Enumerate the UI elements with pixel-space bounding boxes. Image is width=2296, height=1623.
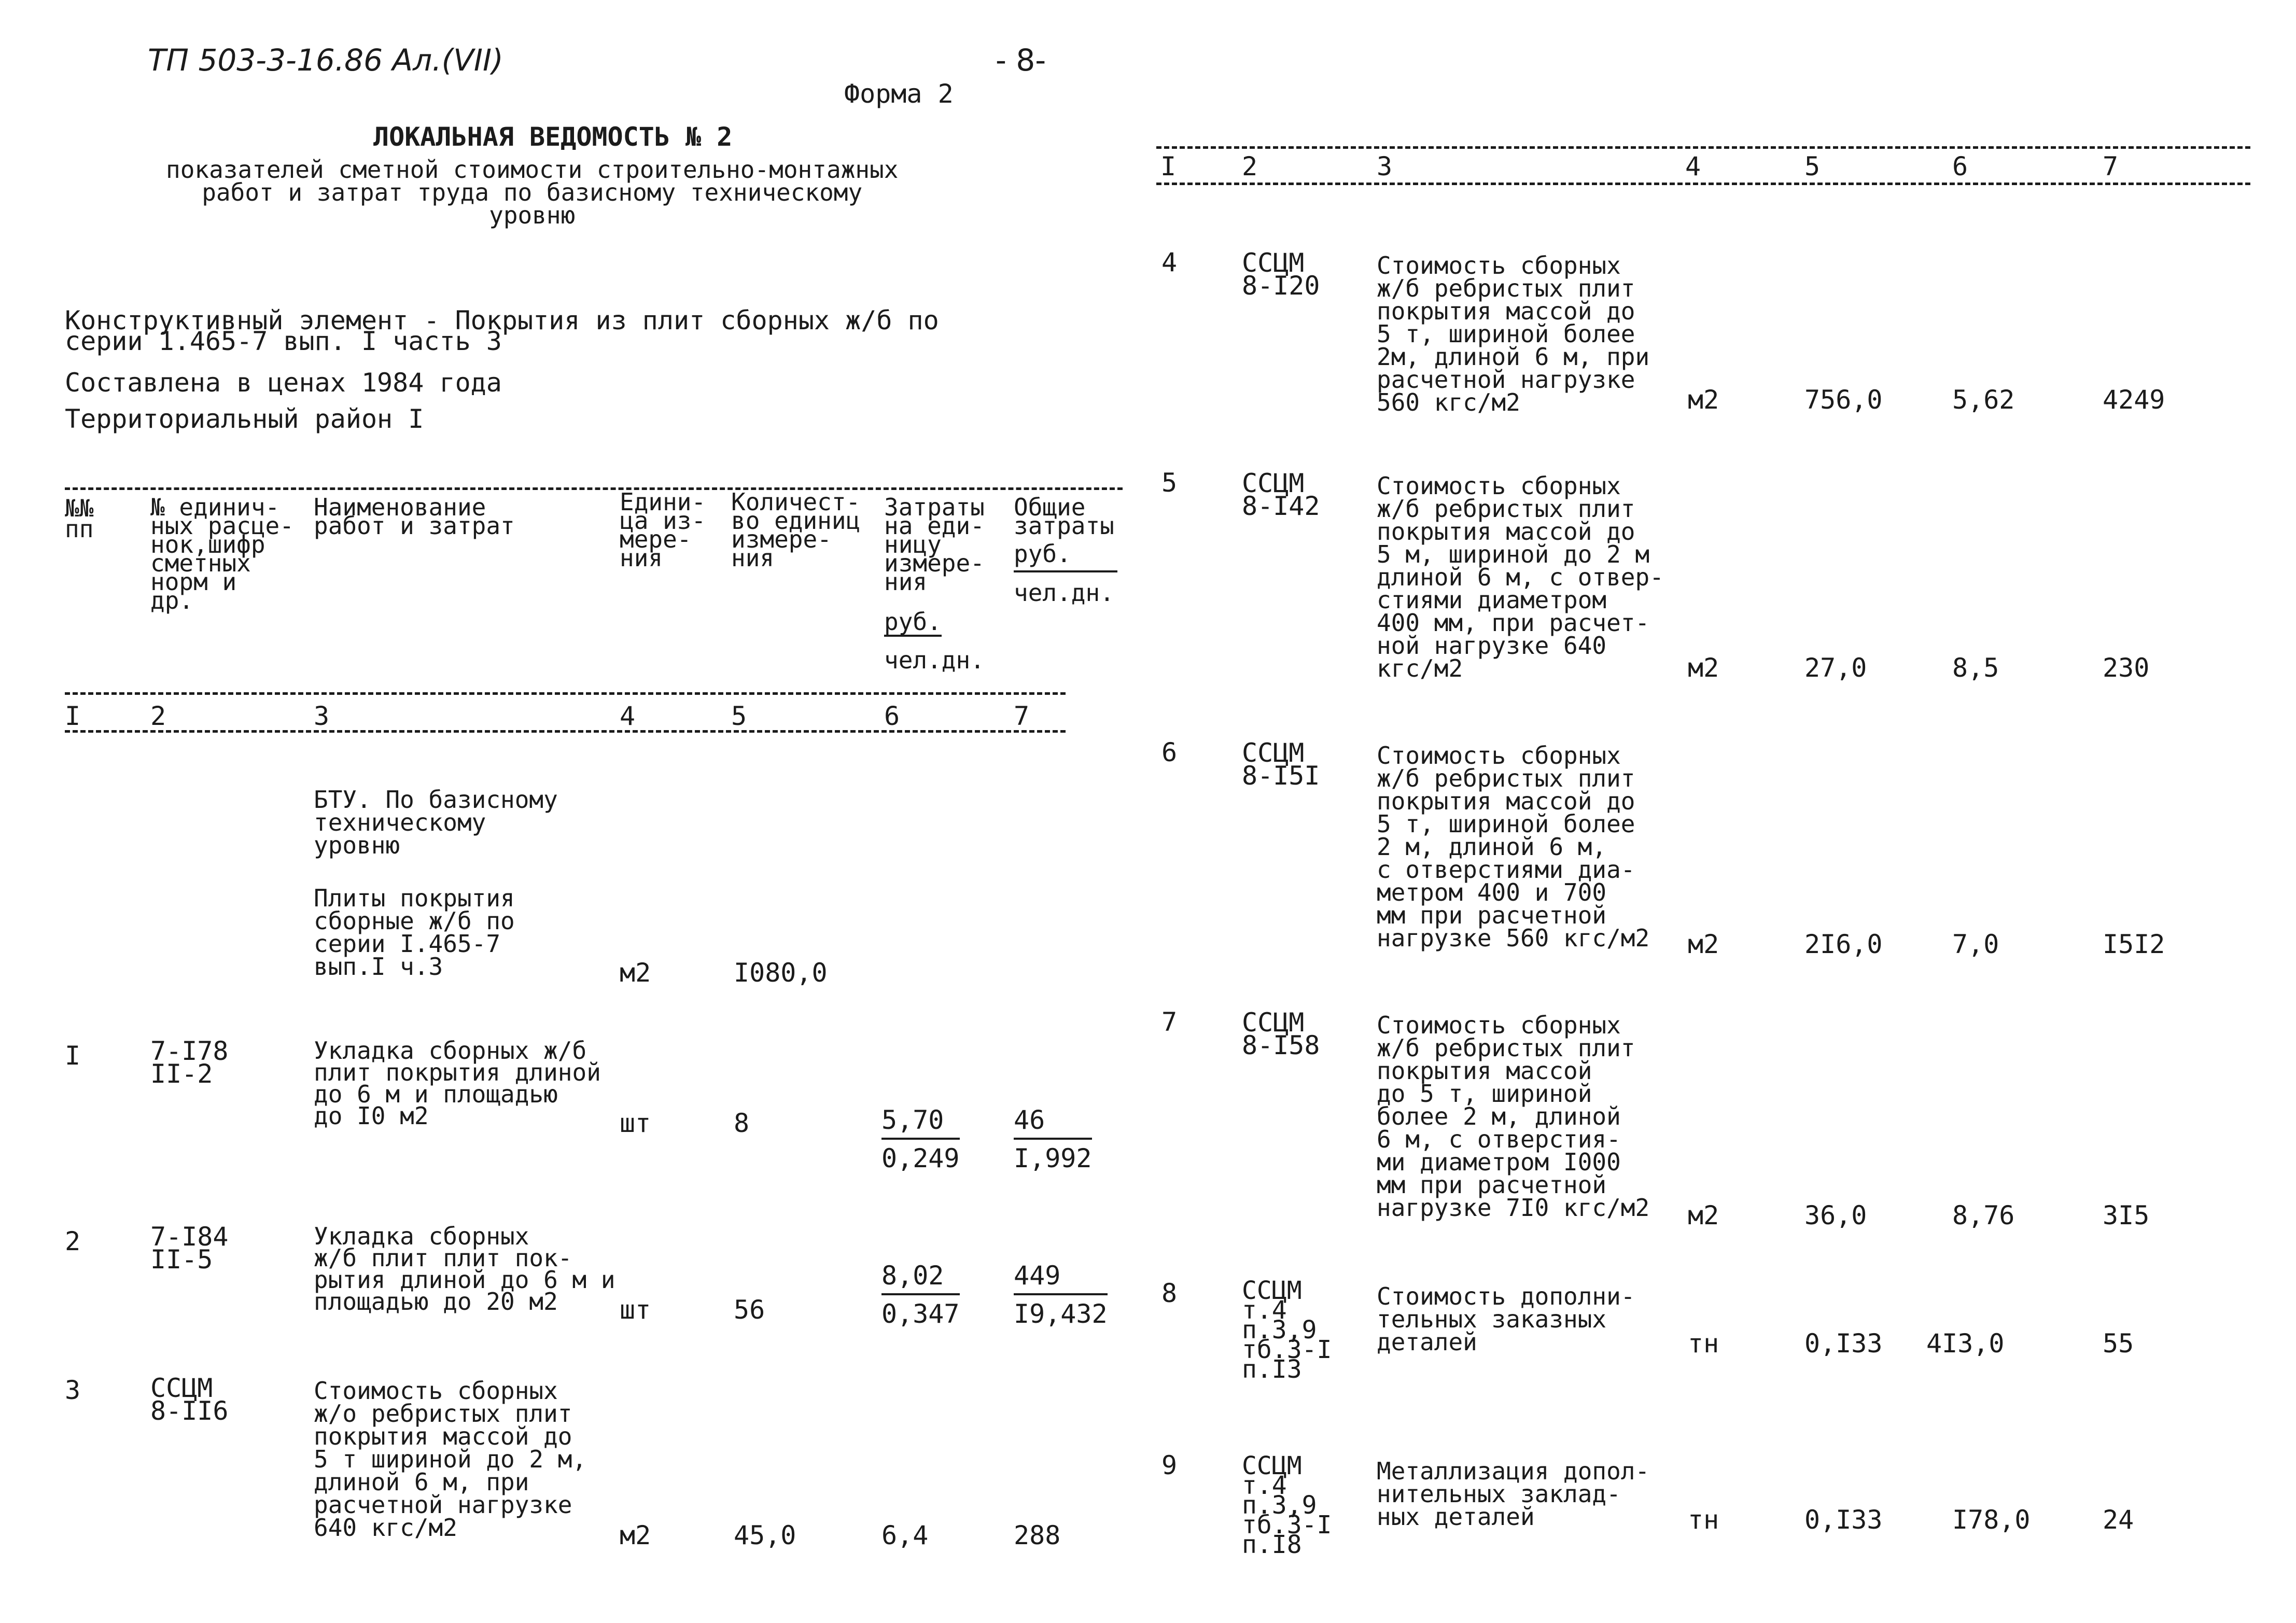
row-6-unit: м2 — [1688, 929, 1719, 959]
row-4-total: 4249 — [2103, 385, 2165, 415]
col-header-3: Наименование работ и затрат — [314, 493, 515, 540]
row-2-cost-man-days: 0,347 — [881, 1299, 960, 1329]
row-8-quantity: 0,I33 — [1804, 1328, 1883, 1359]
row-5-total: 230 — [2103, 653, 2150, 683]
row-1-total — [1014, 1104, 1092, 1174]
right-column-number-2: 2 — [1242, 151, 1258, 181]
territory: Территориальный район I — [65, 404, 424, 434]
right-column-number-5: 5 — [1804, 151, 1821, 181]
col-header-6-unit-md: чел.дн. — [884, 646, 985, 674]
column-numbers-bottom-rule — [65, 730, 1066, 733]
column-number-2: 2 — [150, 701, 166, 731]
row-3-cost: 6,4 — [881, 1520, 929, 1550]
row-2-cost-rub: 8,02 — [881, 1260, 960, 1295]
row-1-total-man-days: I,992 — [1014, 1143, 1092, 1173]
row-4-name: Стоимость сборных ж/б ребристых плит покрытия массой до 5 т, шириной более 2м, длиной 6 м, при расчетной нагрузке 560 кгс/м2 — [1377, 251, 1650, 416]
row-6-quantity: 2I6,0 — [1804, 929, 1883, 959]
row-5-name: Стоимость сборных ж/б ребристых плит покрытия массой до 5 м, шириной до 2 м длиной 6 м, с отвер- стиями диаметром 400 мм, при расчет- ной нагрузке 640 кгс/м2 — [1377, 472, 1664, 682]
right-column-number-3: 3 — [1377, 151, 1393, 181]
column-number-6: 6 — [884, 701, 900, 731]
row-7-name: Стоимость сборных ж/б ребристых плит покрытия массой до 5 т, шириной более 2 м, длиной 6 м, с отверстия- ми диаметром I000 мм при расчетной нагрузке 7I0 кгс/м2 — [1377, 1011, 1650, 1222]
col-header-7: Общие затраты — [1014, 493, 1114, 540]
row-1-code: 7-I78 II-2 — [150, 1036, 229, 1089]
right-column-number-1: I — [1160, 151, 1177, 181]
btu-heading: БТУ. По базисному техническому уровню — [314, 786, 558, 859]
form-label: Форма 2 — [844, 79, 954, 109]
row-9-quantity: 0,I33 — [1804, 1505, 1883, 1535]
row-7-unit: м2 — [1688, 1200, 1719, 1230]
row-8-total: 55 — [2103, 1328, 2134, 1359]
col-header-6-unit-rub: руб. — [884, 608, 942, 636]
row-9-total: 24 — [2103, 1505, 2134, 1535]
row-7-quantity: 36,0 — [1804, 1200, 1867, 1230]
row-2-number: 2 — [65, 1226, 81, 1256]
row-1-unit: шт — [620, 1108, 651, 1138]
plates-quantity: I080,0 — [734, 958, 828, 988]
col-header-6: Затраты на еди- ницу измере- ния — [884, 493, 985, 596]
row-8-name: Стоимость дополни- тельных заказных деталей — [1377, 1282, 1635, 1356]
row-6-total: I5I2 — [2103, 929, 2165, 959]
row-9-unit: тн — [1688, 1505, 1719, 1535]
page-code: ТП 503-3-16.86 Ал.(VII) — [148, 43, 503, 78]
row-6-cost: 7,0 — [1952, 929, 1999, 959]
row-7-number: 7 — [1161, 1007, 1178, 1037]
row-4-cost: 5,62 — [1952, 385, 2015, 415]
row-8-number: 8 — [1161, 1278, 1178, 1308]
plates-name: Плиты покрытия сборные ж/б по серии I.465-7 вып.I ч.3 — [314, 884, 515, 981]
row-2-unit: шт — [620, 1295, 651, 1325]
col-header-7-unit-md: чел.дн. — [1014, 579, 1114, 607]
row-5-quantity: 27,0 — [1804, 653, 1867, 683]
prices-year: Составлена в ценах 1984 года — [65, 368, 502, 398]
column-number-1: I — [65, 701, 81, 731]
column-number-3: 3 — [314, 701, 330, 731]
row-1-cost-per-unit — [881, 1104, 960, 1174]
row-2-total-man-days: I9,432 — [1014, 1299, 1108, 1329]
column-number-7: 7 — [1014, 701, 1030, 731]
row-2-total — [1014, 1260, 1108, 1330]
row-1-number: I — [65, 1041, 81, 1071]
row-8-code: ССЦМ т.4 п.3,9 тб.3-I п.I3 — [1242, 1276, 1332, 1384]
right-column-number-7: 7 — [2103, 151, 2119, 181]
row-3-total: 288 — [1014, 1520, 1061, 1550]
plates-unit: м2 — [620, 958, 651, 988]
row-2-total-rub: 449 — [1014, 1260, 1108, 1295]
row-3-quantity: 45,0 — [734, 1520, 796, 1550]
document-subtitle: показателей сметной стоимости строительно-монтажных работ и затрат труда по базисному техническому уровню — [166, 156, 899, 229]
column-number-5: 5 — [731, 701, 747, 731]
row-2-code: 7-I84 II-5 — [150, 1222, 229, 1275]
column-number-4: 4 — [620, 701, 636, 731]
row-2-cost-per-unit — [881, 1260, 960, 1330]
right-column-number-6: 6 — [1952, 151, 1968, 181]
row-9-number: 9 — [1161, 1450, 1178, 1480]
row-5-cost: 8,5 — [1952, 653, 1999, 683]
row-9-cost: I78,0 — [1952, 1505, 2031, 1535]
col-header-2: № единич- ных расце- нок,шифр сметных норм и др. — [150, 493, 294, 614]
col-header-5: Количест- во единиц измере- ния — [731, 488, 861, 572]
row-4-code: ССЦМ 8-I20 — [1242, 248, 1320, 301]
row-8-unit: тн — [1688, 1328, 1719, 1359]
document-title: ЛОКАЛЬНАЯ ВЕДОМОСТЬ № 2 — [373, 122, 733, 152]
row-5-unit: м2 — [1688, 653, 1719, 683]
col-header-1: №№ пп — [65, 494, 94, 543]
row-5-number: 5 — [1161, 468, 1178, 498]
row-4-unit: м2 — [1688, 385, 1719, 415]
row-1-name: Укладка сборных ж/б плит покрытия длиной до 6 м и площадью до I0 м2 — [314, 1037, 601, 1130]
row-6-number: 6 — [1161, 737, 1178, 767]
row-6-code: ССЦМ 8-I5I — [1242, 738, 1320, 791]
row-1-cost-rub: 5,70 — [881, 1104, 960, 1140]
row-3-code: ССЦМ 8-II6 — [150, 1373, 229, 1426]
row-3-name: Стоимость сборных ж/о ребристых плит покрытия массой до 5 т шириной до 2 м, длиной 6 м, при расчетной нагрузке 640 кгс/м2 — [314, 1377, 587, 1542]
row-5-code: ССЦМ 8-I42 — [1242, 468, 1320, 521]
row-7-code: ССЦМ 8-I58 — [1242, 1008, 1320, 1060]
row-9-code: ССЦМ т.4 п.3,9 тб.3-I п.I8 — [1242, 1451, 1332, 1559]
row-4-number: 4 — [1161, 247, 1178, 277]
right-column-number-4: 4 — [1685, 151, 1701, 181]
right-top-rule — [1156, 146, 2250, 149]
row-3-number: 3 — [65, 1375, 81, 1405]
row-7-cost: 8,76 — [1952, 1200, 2015, 1230]
row-6-name: Стоимость сборных ж/б ребристых плит покрытия массой до 5 т, шириной более 2 м, длиной 6 м, с отверстиями диа- метром 400 и 700 мм при расчетной нагрузке 560 кгс/м2 — [1377, 741, 1650, 952]
row-1-cost-man-days: 0,249 — [881, 1143, 960, 1173]
row-8-cost: 4I3,0 — [1926, 1328, 2005, 1359]
col-header-7-divider — [1014, 570, 1117, 572]
row-1-total-rub: 46 — [1014, 1104, 1092, 1140]
right-bottom-rule — [1156, 183, 2250, 185]
row-9-name: Металлизация допол- нительных заклад- ных деталей — [1377, 1457, 1650, 1531]
header-top-rule — [65, 487, 1123, 490]
column-numbers-top-rule — [65, 692, 1066, 695]
row-3-unit: м2 — [620, 1520, 651, 1550]
col-header-7-unit-rub: руб. — [1014, 540, 1071, 568]
col-header-4: Едини- ца из- мере- ния — [620, 488, 706, 572]
row-1-quantity: 8 — [734, 1108, 750, 1138]
page-number: - 8- — [996, 43, 1046, 78]
row-7-total: 3I5 — [2103, 1200, 2150, 1230]
row-2-name: Укладка сборных ж/б плит плит пок- рытия длиной до 6 м и площадью до 20 м2 — [314, 1222, 615, 1316]
row-4-quantity: 756,0 — [1804, 385, 1883, 415]
construct-element: Конструктивный элемент - Покрытия из плит сборных ж/б по серии 1.465-7 вып. I часть 3 — [65, 305, 939, 356]
row-2-quantity: 56 — [734, 1295, 765, 1325]
